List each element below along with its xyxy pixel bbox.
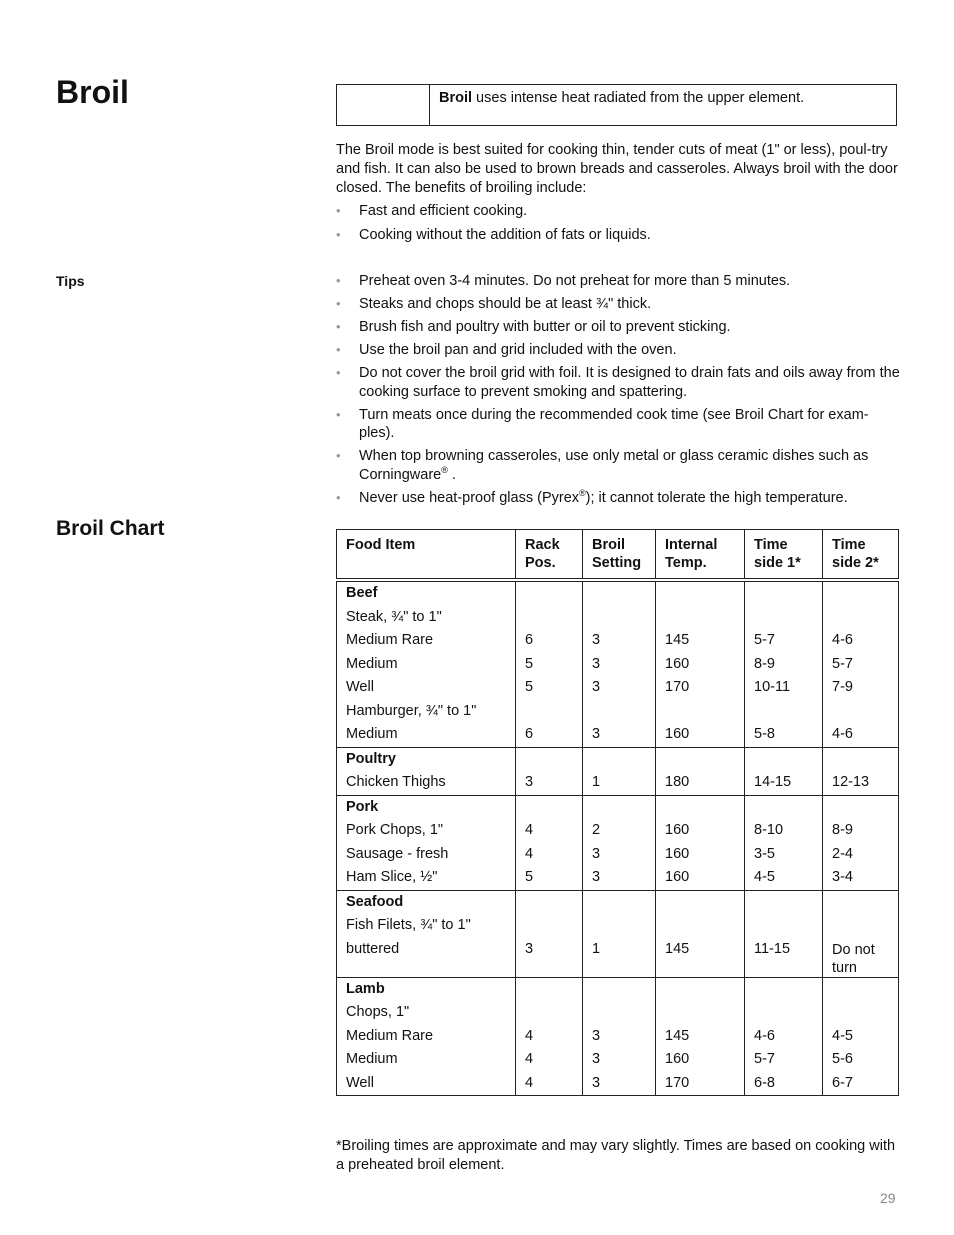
list-item	[336, 226, 900, 245]
cell-value: 180	[665, 774, 690, 790]
column-header-text: Broil	[592, 537, 626, 553]
cell-value: 3	[592, 869, 601, 885]
cell-value: 145	[665, 1027, 690, 1044]
cell-value: 4	[525, 1051, 534, 1067]
table-row	[337, 747, 899, 795]
tip-text: Turn meats once during the recommended cook time (see Broil Chart for exam-ples).	[359, 406, 869, 441]
tips-list	[336, 272, 900, 512]
cell-value: 3	[592, 726, 601, 742]
cell-spacer	[832, 582, 889, 606]
cell-value: 160	[665, 869, 690, 885]
cell-value: 170	[665, 679, 690, 695]
page-title: Broil	[56, 74, 129, 110]
table-cell	[745, 977, 823, 1096]
cell-value	[754, 1001, 813, 1025]
cell-value: 8-9	[754, 655, 775, 672]
cell-value: 3	[592, 1051, 601, 1067]
cell-value	[525, 1001, 573, 1025]
table-cell	[745, 747, 823, 795]
column-header	[745, 530, 823, 581]
table-cell	[337, 977, 516, 1096]
bullet-icon: •	[336, 406, 341, 422]
benefit-text: Cooking without the addition of fats or liquids.	[359, 226, 651, 243]
cell-spacer	[592, 796, 646, 820]
bullet-icon: •	[336, 273, 341, 288]
column-header-text: Time	[832, 537, 866, 553]
column-header	[656, 530, 745, 581]
cell-value: 11-15	[754, 940, 791, 957]
cell-value: 1	[592, 940, 601, 957]
table-cell	[583, 795, 656, 890]
table-cell	[516, 747, 583, 795]
food-item-label: Ham Slice, ½"	[346, 869, 438, 885]
food-group-label: Poultry	[346, 750, 396, 767]
mode-icon-cell	[337, 85, 430, 125]
column-header-text: Time	[754, 537, 788, 553]
cell-value: 8-10	[754, 822, 784, 838]
list-item	[336, 489, 900, 508]
cell-spacer	[832, 891, 889, 915]
column-header	[516, 530, 583, 581]
benefit-text: Fast and efficient cooking.	[359, 203, 528, 219]
food-group-label: Pork	[346, 798, 379, 815]
cell-value	[754, 606, 813, 630]
mode-description-box	[336, 84, 897, 126]
cell-value: 3	[592, 679, 601, 695]
cell-value: 4	[525, 845, 534, 862]
column-header-text: Pos.	[525, 555, 556, 571]
cell-spacer	[754, 582, 813, 606]
mode-term: Broil	[439, 90, 473, 106]
food-group-label: Lamb	[346, 980, 385, 997]
food-item-label: Medium	[346, 1051, 398, 1067]
cell-value	[832, 914, 889, 938]
table-cell	[823, 977, 899, 1096]
tip-text: Never use heat-proof glass (Pyrex	[359, 489, 580, 506]
food-item-label: Medium Rare	[346, 1027, 434, 1044]
cell-value: 4	[525, 1074, 534, 1091]
table-cell	[656, 890, 745, 977]
table-cell	[337, 580, 516, 747]
cell-spacer	[525, 748, 573, 772]
cell-value: 160	[665, 822, 690, 838]
cell-value: 5-7	[754, 632, 775, 648]
table-cell	[823, 795, 899, 890]
cell-spacer	[832, 796, 889, 820]
cell-value: 3	[525, 774, 534, 790]
cell-value: 5-7	[832, 655, 853, 672]
table-cell	[656, 747, 745, 795]
table-cell	[516, 795, 583, 890]
cell-spacer	[592, 748, 646, 772]
cell-value	[754, 914, 813, 938]
cell-value	[525, 606, 573, 630]
table-cell	[583, 580, 656, 747]
table-cell	[337, 747, 516, 795]
column-header: Food Item	[337, 530, 516, 581]
bullet-icon: •	[336, 319, 341, 334]
list-item	[336, 318, 900, 337]
column-header-text: side 2*	[832, 555, 879, 571]
intro-paragraph: The Broil mode is best suited for cooking thin, tender cuts of meat (1" or less), poul-try and fish. It can also be used to brown breads and casseroles. Always broil with the door closed. The benefits of broiling include:	[336, 142, 898, 196]
cell-value: 5-6	[832, 1051, 853, 1067]
tip-text: Brush fish and poultry with butter or oil to prevent sticking.	[359, 319, 731, 335]
bullet-icon: •	[336, 448, 341, 463]
tip-text: Use the broil pan and grid included with the oven.	[359, 342, 677, 358]
cell-value: 4-5	[832, 1027, 853, 1044]
food-item-label: Medium	[346, 726, 398, 742]
cell-spacer	[665, 978, 735, 1002]
cell-spacer	[754, 748, 813, 772]
cell-value: 2	[592, 822, 601, 838]
food-item-label: Pork Chops, 1"	[346, 822, 444, 838]
page-number: 29	[880, 1190, 896, 1206]
cell-value: 3	[592, 845, 601, 862]
broil-chart-table	[336, 529, 899, 1096]
list-item	[336, 364, 900, 401]
cell-value: 5-8	[754, 726, 775, 742]
cell-spacer	[525, 978, 573, 1002]
cell-spacer	[754, 796, 813, 820]
food-item-label: Medium	[346, 655, 398, 672]
tip-text: Do not cover the broil grid with foil. It is designed to drain fats and oils away from the cooking surface to prevent smoking and spattering.	[359, 365, 900, 400]
cell-value	[665, 700, 735, 724]
cell-value: 4-6	[754, 1027, 775, 1044]
cell-value	[592, 1001, 646, 1025]
column-header	[823, 530, 899, 581]
table-row	[337, 580, 899, 747]
table-cell	[516, 580, 583, 747]
cell-value: Do not turn	[832, 941, 875, 976]
table-row	[337, 977, 899, 1096]
table-cell	[583, 890, 656, 977]
cell-value: 160	[665, 845, 690, 862]
cell-spacer	[525, 582, 573, 606]
registered-mark: ®	[441, 464, 448, 475]
list-item	[336, 272, 900, 291]
table-cell	[583, 747, 656, 795]
cell-value	[665, 606, 735, 630]
tip-text-end: ); it cannot tolerate the high temperature.	[585, 489, 848, 506]
cell-spacer	[832, 978, 889, 1002]
cell-value	[754, 700, 813, 724]
food-item-label: Steak, ¾" to 1"	[346, 608, 442, 625]
cell-value: 3	[592, 632, 601, 648]
cell-value	[665, 1001, 735, 1025]
cell-spacer	[665, 891, 735, 915]
list-item	[336, 406, 900, 443]
cell-value: 12-13	[832, 774, 870, 790]
cell-value: 3	[592, 655, 601, 672]
cell-spacer	[592, 978, 646, 1002]
table-cell	[516, 890, 583, 977]
cell-spacer	[665, 748, 735, 772]
cell-value: 170	[665, 1074, 690, 1091]
list-item	[336, 447, 900, 484]
table-cell	[656, 580, 745, 747]
tips-label: Tips	[56, 273, 85, 289]
table-cell	[583, 977, 656, 1096]
cell-spacer	[832, 748, 889, 772]
food-item-label: Chicken Thighs	[346, 774, 446, 790]
tip-text-end: .	[447, 466, 456, 483]
cell-value: 160	[665, 1051, 690, 1067]
cell-value: 3	[525, 940, 534, 957]
tip-text: Preheat oven 3-4 minutes. Do not preheat for more than 5 minutes.	[359, 273, 791, 289]
column-header-text: Internal	[665, 537, 718, 553]
cell-spacer	[592, 891, 646, 915]
table-cell	[656, 977, 745, 1096]
bullet-icon: •	[336, 226, 341, 242]
table-cell	[516, 977, 583, 1096]
food-item-label: Hamburger, ¾" to 1"	[346, 702, 477, 719]
food-group-label: Seafood	[346, 893, 404, 910]
list-item	[336, 202, 900, 221]
cell-value: 4-6	[832, 726, 853, 742]
bullet-icon: •	[336, 489, 341, 505]
list-item	[336, 341, 900, 360]
cell-spacer	[525, 891, 573, 915]
bullet-icon: •	[336, 203, 341, 218]
cell-value: 5	[525, 655, 534, 672]
cell-value: 6-8	[754, 1074, 775, 1091]
cell-value: 160	[665, 726, 690, 742]
food-item-label: Sausage - fresh	[346, 845, 449, 862]
cell-value	[525, 700, 573, 724]
table-header-row	[337, 530, 899, 581]
mode-description-text: uses intense heat radiated from the upper element.	[472, 90, 805, 106]
cell-value: 3	[592, 1027, 601, 1044]
column-header-text: Temp.	[665, 555, 707, 571]
food-item-label: Well	[346, 1074, 374, 1091]
benefits-list	[336, 202, 900, 249]
cell-spacer	[665, 582, 735, 606]
cell-value: 4-5	[754, 869, 775, 885]
table-cell	[823, 890, 899, 977]
cell-value	[592, 606, 646, 630]
cell-value: 2-4	[832, 845, 853, 862]
cell-value: 3-5	[754, 845, 775, 862]
food-item-label: Medium Rare	[346, 632, 434, 648]
table-cell	[823, 580, 899, 747]
bullet-icon: •	[336, 296, 341, 311]
food-item-label: Fish Filets, ¾" to 1"	[346, 917, 471, 933]
cell-spacer	[754, 978, 813, 1002]
table-cell	[745, 795, 823, 890]
food-group-label: Beef	[346, 585, 378, 601]
cell-value: 145	[665, 940, 690, 957]
table-cell	[337, 795, 516, 890]
table-cell	[823, 747, 899, 795]
column-header-text: side 1*	[754, 555, 801, 571]
cell-spacer	[665, 796, 735, 820]
cell-value: 160	[665, 655, 690, 672]
bullet-icon: •	[336, 342, 341, 357]
cell-value: 14-15	[754, 774, 792, 790]
cell-spacer	[525, 796, 573, 820]
table-row	[337, 795, 899, 890]
cell-value: 6	[525, 632, 534, 648]
cell-value	[592, 700, 646, 724]
column-header	[583, 530, 656, 581]
cell-value: 10-11	[754, 679, 791, 695]
cell-value: 7-9	[832, 679, 853, 695]
cell-value: 5-7	[754, 1051, 775, 1067]
table-cell	[745, 580, 823, 747]
table-cell	[745, 890, 823, 977]
cell-value: 3-4	[832, 869, 853, 885]
cell-value: 5	[525, 869, 534, 885]
registered-mark: ®	[579, 487, 586, 498]
cell-value	[832, 1001, 889, 1025]
cell-value: 4-6	[832, 632, 853, 648]
tip-text: When top browning casseroles, use only metal or glass ceramic dishes such as Corningware	[359, 448, 869, 483]
cell-value: 3	[592, 1074, 601, 1091]
cell-value: 4	[525, 822, 534, 838]
footnote: *Broiling times are approximate and may vary slightly. Times are based on cooking with a preheated broil element.	[336, 1138, 896, 1173]
column-header-text: Setting	[592, 555, 642, 571]
cell-value: 1	[592, 774, 601, 790]
table-row	[337, 890, 899, 977]
cell-value	[832, 700, 889, 724]
cell-value: 6	[525, 726, 534, 742]
cell-spacer	[592, 582, 646, 606]
cell-value: 8-9	[832, 822, 853, 838]
cell-value	[525, 914, 573, 938]
chart-heading: Broil Chart	[56, 517, 165, 540]
list-item	[336, 295, 900, 314]
table-cell	[337, 890, 516, 977]
cell-value	[832, 606, 889, 630]
table-cell	[656, 795, 745, 890]
food-item-label: Well	[346, 679, 374, 695]
food-item-label: buttered	[346, 940, 400, 957]
tip-text: Steaks and chops should be at least ¾" thick.	[359, 296, 652, 312]
cell-value	[665, 914, 735, 938]
cell-value	[592, 914, 646, 938]
cell-value: 5	[525, 679, 534, 695]
bullet-icon: •	[336, 365, 341, 380]
mode-description	[430, 85, 813, 125]
cell-value: 4	[525, 1027, 534, 1044]
food-item-label: Chops, 1"	[346, 1004, 410, 1020]
cell-spacer	[754, 891, 813, 915]
column-header-text: Rack	[525, 537, 560, 553]
cell-value: 145	[665, 632, 690, 648]
cell-value: 6-7	[832, 1074, 853, 1091]
